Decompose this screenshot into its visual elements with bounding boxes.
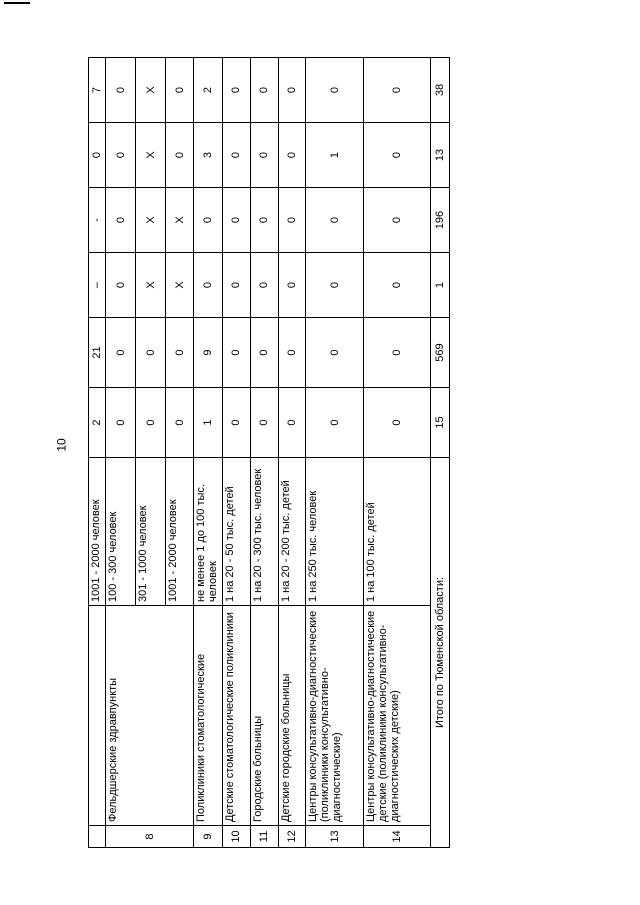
value-cell: 0 xyxy=(364,188,430,253)
value-cell: 21 xyxy=(89,318,106,388)
value-cell: 0 xyxy=(166,123,194,188)
value-cell: 0 xyxy=(364,318,430,388)
row-number-cell: 11 xyxy=(250,826,278,848)
value-cell: 0 xyxy=(364,253,430,318)
total-value-cell: 569 xyxy=(430,318,449,388)
value-cell: 0 xyxy=(364,123,430,188)
value-cell: 0 xyxy=(306,253,364,318)
value-cell: 0 xyxy=(250,188,278,253)
table-row xyxy=(89,58,106,848)
table-row xyxy=(193,58,222,848)
value-cell: 0 xyxy=(278,188,306,253)
value-cell: X xyxy=(136,58,166,123)
value-cell: 0 xyxy=(364,388,430,458)
value-cell: 0 xyxy=(278,58,306,123)
table-row xyxy=(106,58,136,848)
norm-cell: 100 - 300 человек xyxy=(106,458,136,606)
value-cell: 0 xyxy=(222,318,250,388)
row-number-cell: 14 xyxy=(364,826,430,848)
value-cell: 0 xyxy=(250,388,278,458)
facility-name-cell: Детские городские больницы xyxy=(278,606,306,826)
value-cell: 0 xyxy=(106,188,136,253)
value-cell: 0 xyxy=(250,58,278,123)
total-value-cell: 15 xyxy=(430,388,449,458)
value-cell: 0 xyxy=(106,58,136,123)
norm-cell: 1 на 250 тыс. человек xyxy=(306,458,364,606)
value-cell: 0 xyxy=(278,253,306,318)
facilities-table xyxy=(88,57,450,848)
value-cell: 0 xyxy=(106,123,136,188)
norm-cell: 1001 - 2000 человек xyxy=(89,458,106,606)
value-cell: 0 xyxy=(89,123,106,188)
value-cell: 0 xyxy=(306,58,364,123)
facility-name-cell xyxy=(89,606,106,826)
norm-cell: 1 на 100 тыс. детей xyxy=(364,458,430,606)
total-value-cell: 38 xyxy=(430,58,449,123)
row-number-cell: 10 xyxy=(222,826,250,848)
row-number-cell: 12 xyxy=(278,826,306,848)
norm-cell: 301 - 1000 человек xyxy=(136,458,166,606)
table-row xyxy=(306,58,364,848)
value-cell: 3 xyxy=(193,123,222,188)
row-number-cell xyxy=(89,826,106,848)
value-cell: 1 xyxy=(193,388,222,458)
value-cell: 1 xyxy=(306,123,364,188)
value-cell: X xyxy=(136,188,166,253)
row-number-cell: 13 xyxy=(306,826,364,848)
value-cell: X xyxy=(136,253,166,318)
norm-cell: не менее 1 до 100 тыс. человек xyxy=(193,458,222,606)
facility-name-cell: Центры консультативно-диагностические (поликлиники консультативно-диагностические) xyxy=(306,606,364,826)
value-cell: 0 xyxy=(278,388,306,458)
table-row xyxy=(250,58,278,848)
top-rule xyxy=(4,2,30,4)
value-cell: 0 xyxy=(166,58,194,123)
table-row xyxy=(278,58,306,848)
value-cell: 2 xyxy=(193,58,222,123)
value-cell: 0 xyxy=(166,388,194,458)
value-cell: X xyxy=(166,253,194,318)
value-cell: 0 xyxy=(250,123,278,188)
value-cell: 0 xyxy=(278,123,306,188)
table-row xyxy=(222,58,250,848)
total-value-cell: 196 xyxy=(430,188,449,253)
value-cell: 0 xyxy=(306,388,364,458)
value-cell: 9 xyxy=(193,318,222,388)
facility-name-cell: Фельдшерские здравпункты xyxy=(106,606,194,826)
value-cell: 0 xyxy=(222,253,250,318)
value-cell: 0 xyxy=(166,318,194,388)
value-cell: 0 xyxy=(193,253,222,318)
facility-name-cell: Центры консультативно-диагностические детские (поликлиники консультативно-диагностических детские) xyxy=(364,606,430,826)
value-cell: 0 xyxy=(106,253,136,318)
table-row xyxy=(364,58,430,848)
total-row xyxy=(430,58,449,848)
row-number-cell: 9 xyxy=(193,826,222,848)
value-cell: 0 xyxy=(222,58,250,123)
value-cell: 0 xyxy=(222,123,250,188)
value-cell: 0 xyxy=(106,318,136,388)
total-label: Итого по Тюменской области: xyxy=(430,458,449,848)
value-cell: 2 xyxy=(89,388,106,458)
total-value-cell: 13 xyxy=(430,123,449,188)
norm-cell: 1001 - 2000 человек xyxy=(166,458,194,606)
value-cell: 0 xyxy=(193,188,222,253)
value-cell: 0 xyxy=(136,388,166,458)
value-cell: 7 xyxy=(89,58,106,123)
value-cell: 0 xyxy=(250,318,278,388)
norm-cell: 1 на 20 - 200 тыс. детей xyxy=(278,458,306,606)
value-cell: X xyxy=(166,188,194,253)
value-cell: 0 xyxy=(222,388,250,458)
value-cell: 0 xyxy=(278,318,306,388)
value-cell: 0 xyxy=(306,188,364,253)
total-value-cell: 1 xyxy=(430,253,449,318)
facility-name-cell: Поликлиники стоматологические xyxy=(193,606,222,826)
facility-name-cell: Городские больницы xyxy=(250,606,278,826)
facility-name-cell: Детские стоматологические поликлиники xyxy=(222,606,250,826)
value-cell: - xyxy=(89,188,106,253)
rotated-table-block xyxy=(88,58,450,848)
value-cell: 0 xyxy=(136,318,166,388)
page-number: 10 xyxy=(54,438,69,452)
norm-cell: 1 на 20 - 50 тыс. детей xyxy=(222,458,250,606)
value-cell: 0 xyxy=(250,253,278,318)
value-cell: 0 xyxy=(364,58,430,123)
value-cell: 0 xyxy=(306,318,364,388)
value-cell: 0 xyxy=(106,388,136,458)
value-cell: 0 xyxy=(222,188,250,253)
value-cell: – xyxy=(89,253,106,318)
row-number-cell: 8 xyxy=(106,826,194,848)
norm-cell: 1 на 20 - 300 тыс. человек xyxy=(250,458,278,606)
value-cell: X xyxy=(136,123,166,188)
